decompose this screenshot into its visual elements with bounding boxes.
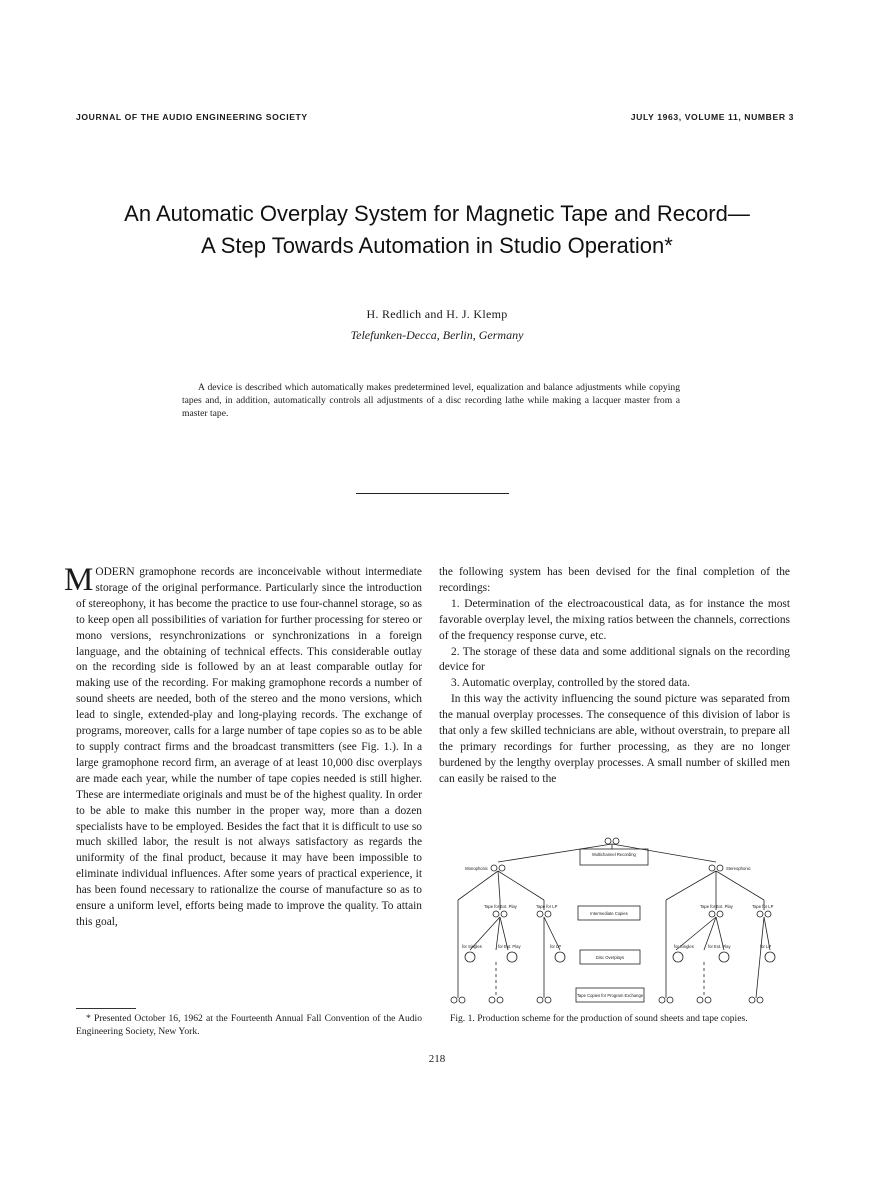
paragraph-1: ODERN gramophone records are inconceivable without intermediate storage of the original performance. Particularly since the introduction of stereophony, it has become the practice to use four-channel storage, so as to keep open all possibilities of variation for further processing for stereo or mono versions, resynchronizations or synchronizations in a foreign language, and the obtaining of technical effects. This considerable outlay on the recording side is followed by an at least comparable outlay for making use of the recording. For making gramophone records a number of sound sheets are needed, both of the stereo and the mono versions, which lead to single, extended-play and long-playing records. The exchange of programs, moreover, calls for a large number of tape copies so as to be able to supply contract firms and the broadcast transmitters (see Fig. 1.). In a large gramophone record firm, an average of at least 10,000 disc overplays are made each year, while the number of tape copies needed is still higher. These are intermediate originals and must be of the highest quality. In order to be able to make this number in the proper way, more than a dozen specialists have to be employed. Besides the fact that it is difficult to use so much skilled labor, the result is not always satisfactory as regards the uniformity of the final product, because it may have been impossible to eliminate individual influences. After some years of practical experience, it has been found necessary to rationalize the course of manufacture so as to ensure a uniform level, efforts being made to improve the quality. To attain this goal, [76,566,422,928]
fig-lp-right: for LP [760,944,772,949]
production-scheme-diagram [440,830,792,1005]
fig-tape-copies-label: Tape Copies for Program Exchange [576,993,644,998]
fig-singles-left: for Singles [462,944,482,949]
figure-1 [440,830,792,1005]
title-line-2: A Step Towards Automation in Studio Operation* [201,233,673,258]
footnote-rule [76,1008,136,1009]
paragraph-2: In this way the activity influencing the sound picture was separated from the manual overplay processes. The consequence of this division of labor is that only a few skilled technicians are able, without overstrain, to prepare all the primary recordings for further processing, as they are no longer burdened by the lengthy overplay processes. A small number of skilled men can easily be raised to the [439,693,790,785]
abstract: A device is described which automatically makes predetermined level, equalization and balance adjustments while copying tapes and, in addition, automatically controls all adjustments of a disc recording lathe while making a lacquer master from a master tape. [182,382,680,420]
fig-mono-label: Monophonic [465,866,488,871]
fig-stereo-label: Stereophonic [726,866,751,871]
figure-caption: Fig. 1. Production scheme for the production of sound sheets and tape copies. [450,1013,748,1024]
section-rule [356,493,509,494]
fig-intermediate-label: Intermediate Copies [590,911,628,916]
fig-singles-right: for Singles [674,944,694,949]
footnote: * Presented October 16, 1962 at the Fourteenth Annual Fall Convention of the Audio Engineering Society, New York. [76,1013,422,1037]
issue-header: JULY 1963, VOLUME 11, NUMBER 3 [630,112,794,122]
right-column [439,565,790,788]
list-item-3: 3. Automatic overplay, controlled by the stored data. [451,677,691,690]
title-line-1: An Automatic Overplay System for Magnetic Tape and Record— [124,201,750,226]
journal-header: JOURNAL OF THE AUDIO ENGINEERING SOCIETY [76,112,308,122]
authors: H. Redlich and H. J. Klemp [366,307,508,321]
affiliation: Telefunken-Decca, Berlin, Germany [350,328,524,342]
fig-top-box-label: Multichannel Recording [592,852,636,857]
fig-tape-lp-right: Tape for LP [752,904,774,909]
fig-lp-left: for LP [550,944,562,949]
list-item-2: 2. The storage of these data and some additional signals on the recording device for [439,645,790,674]
fig-tape-ext-left: Tape for Ext. Play [484,904,517,909]
page-number: 218 [428,1053,446,1065]
fig-ext-play-left: for Ext. Play [498,944,521,949]
left-column [64,562,422,931]
fig-tape-ext-right: Tape for Ext. Play [700,904,733,909]
paragraph-continued: the following system has been devised for the final completion of the recordings: [439,566,790,594]
list-item-1: 1. Determination of the electroacoustical data, as for instance the most favorable overplay level, the mixing ratios between the channels, corrections of the frequency response curve, etc. [439,597,790,642]
fig-tape-lp-left: Tape for LP [536,904,558,909]
dropcap: M [64,562,94,598]
fig-ext-play-right: for Ext. Play [708,944,731,949]
fig-disc-overplays-label: Disc Overplays [595,955,625,960]
